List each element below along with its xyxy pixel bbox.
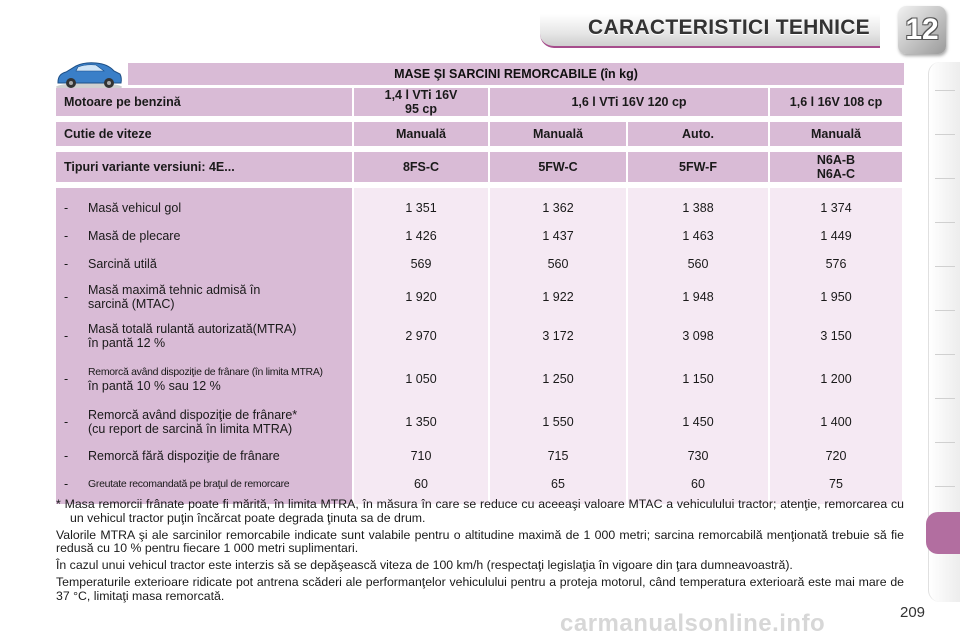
table-cell: 720	[825, 449, 847, 463]
table-header-engines	[56, 88, 904, 118]
table-cell: 1 400	[820, 415, 852, 429]
table-cell: 1 450	[682, 415, 714, 429]
table-header-variants	[56, 152, 904, 184]
watermark: carmanualsonline.info	[560, 610, 826, 637]
rail-tick	[935, 442, 955, 443]
table-cell: 1 449	[820, 229, 852, 243]
gearbox-cell: Manuală	[770, 122, 902, 146]
table-row-label: - Remorcă având dispoziţie de frânare (în limita MTRA) în pantă 10 % sau 12 %	[64, 366, 323, 393]
engine-label: Motoare pe benzină	[56, 88, 352, 116]
table-cell: 715	[547, 449, 569, 463]
variant-cell: 5FW-F	[628, 152, 768, 182]
table-row-label: - Remorcă având dispoziţie de frânare* (cu report de sarcină în limita MTRA)	[64, 408, 298, 436]
table-cell: 60	[414, 477, 428, 491]
table-cell: 1 351	[405, 201, 437, 215]
table-body	[56, 188, 904, 504]
table-row-label: - Greutate recomandată pe braţul de remorcare	[64, 477, 290, 491]
table-cell: 1 350	[405, 415, 437, 429]
variant-cell: 5FW-C	[490, 152, 626, 182]
table-cell: 1 200	[820, 372, 852, 386]
gearbox-cell: Manuală	[354, 122, 488, 146]
car-icon	[54, 58, 124, 92]
rail-tick	[935, 354, 955, 355]
note-altitude: Valorile MTRA şi ale sarcinilor remorcabile indicate sunt valabile pentru o altitudine maximă de 1 000 metri; sarcina remorcabilă menţionată trebuie să fie redusă cu 10 % pentru fiecare 1 000 metri suplimentari.	[56, 527, 904, 556]
table-row-label: - Masă maximă tehnic admisă în sarcină (MTAC)	[64, 283, 261, 311]
engine-cell: 1,6 l VTi 16V 120 cp	[490, 88, 768, 116]
gearbox-cell: Manuală	[490, 122, 626, 146]
table-cell: 3 150	[820, 329, 852, 343]
table-cell: 569	[410, 257, 432, 271]
table-cell: 1 948	[682, 290, 714, 304]
variant-cell: N6A-B N6A-C	[770, 152, 902, 182]
table-cell: 1 388	[682, 201, 714, 215]
table-caption: MASE ŞI SARCINI REMORCABILE (în kg)	[128, 63, 904, 85]
table-row-label: - Masă totală rulantă autorizată(MTRA) în pantă 12 %	[64, 322, 297, 350]
chapter-badge: 12	[898, 6, 946, 54]
table-cell: 730	[687, 449, 709, 463]
rail-tick	[935, 486, 955, 487]
table-cell: 60	[691, 477, 705, 491]
rail-tick	[935, 134, 955, 135]
value-column-8fs-c	[354, 188, 488, 504]
rail-tick	[935, 178, 955, 179]
side-tab-active[interactable]	[926, 512, 960, 554]
table-cell: 1 920	[405, 290, 437, 304]
footnotes	[56, 498, 904, 607]
rail-tick	[935, 222, 955, 223]
table-cell: 1 463	[682, 229, 714, 243]
mass-table	[56, 88, 904, 504]
table-cell: 1 362	[542, 201, 574, 215]
page-number: 209	[900, 604, 926, 621]
gearbox-cell: Auto.	[628, 122, 768, 146]
rail-tick	[935, 310, 955, 311]
engine-cell: 1,6 l 16V 108 cp	[770, 88, 902, 116]
table-cell: 1 950	[820, 290, 852, 304]
table-cell: 2 970	[405, 329, 437, 343]
table-cell: 710	[410, 449, 432, 463]
table-row-label: - Masă vehicul gol	[64, 201, 182, 215]
variant-cell: 8FS-C	[354, 152, 488, 182]
table-cell: 1 426	[405, 229, 437, 243]
table-cell: 1 922	[542, 290, 574, 304]
gearbox-label: Cutie de viteze	[56, 122, 352, 146]
value-column-5fw-f	[628, 188, 768, 504]
table-cell: 3 172	[542, 329, 574, 343]
table-row-label: - Remorcă fără dispoziţie de frânare	[64, 449, 280, 463]
rail-tick	[935, 90, 955, 91]
page-title: CARACTERISTICI TEHNICE	[588, 16, 870, 39]
table-header-gearbox	[56, 122, 904, 148]
table-cell: 1 050	[405, 372, 437, 386]
table-cell: 1 250	[542, 372, 574, 386]
footnote-trailer-mass: * Masa remorcii frânate poate fi mărită, în limita MTRA, în măsura în care se reduce cu aceeaşi valoare MTAC a vehiculului tractor; atenţie, remorcarea cu un vehicul tractor puţin încărcat poate degrada ţinuta sa de drum.	[56, 497, 904, 525]
table-row-label: - Masă de plecare	[64, 229, 181, 243]
variant-label: Tipuri variante versiuni: 4E...	[56, 152, 352, 182]
table-row-label: - Sarcină utilă	[64, 257, 157, 271]
rail-tick	[935, 266, 955, 267]
engine-cell: 1,4 l VTi 16V 95 cp	[354, 88, 488, 116]
table-cell: 75	[829, 477, 843, 491]
table-cell: 65	[551, 477, 565, 491]
value-column-5fw-c	[490, 188, 626, 504]
table-cell: 576	[825, 257, 847, 271]
note-temperature: Temperaturile exterioare ridicate pot antrena scăderi ale performanţelor vehiculului pentru a proteja motorul, când temperatura exterioară este mai mare de 37 °C, limitaţi masa remorcată.	[56, 574, 904, 603]
table-cell: 3 098	[682, 329, 714, 343]
table-cell: 560	[687, 257, 709, 271]
table-cell: 1 374	[820, 201, 852, 215]
table-cell: 1 437	[542, 229, 574, 243]
table-cell: 560	[547, 257, 569, 271]
note-speed-limit: În cazul unui vehicul tractor este interzis să se depăşească viteza de 100 km/h (respectaţi legislaţia în vigoare din ţara dumneavoastră).	[56, 558, 793, 573]
table-cell: 1 150	[682, 372, 714, 386]
rail-tick	[935, 398, 955, 399]
value-column-n6a	[770, 188, 902, 504]
table-cell: 1 550	[542, 415, 574, 429]
row-labels	[56, 188, 352, 504]
